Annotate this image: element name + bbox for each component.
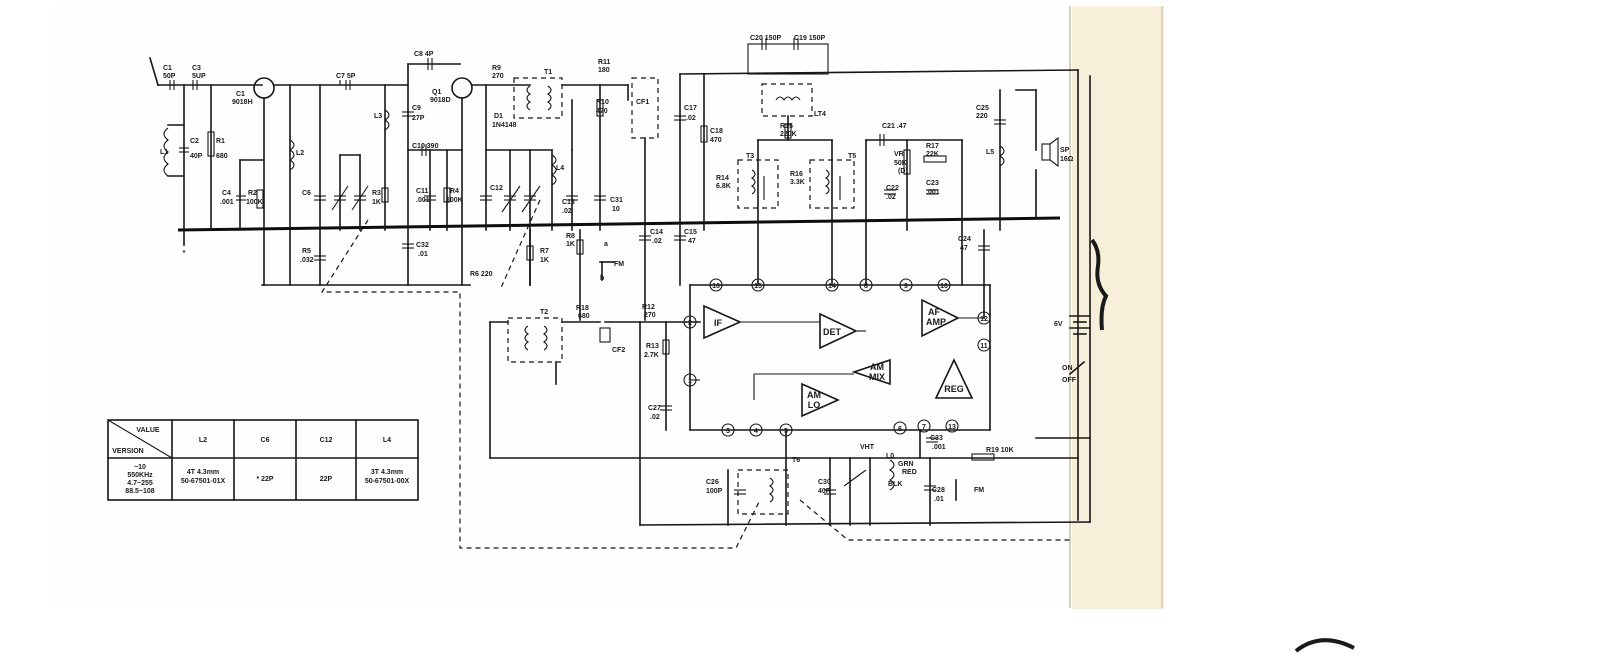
svg-text:C28: C28 [932, 487, 945, 494]
table-header-l2: L2 [198, 437, 208, 444]
svg-text:R5: R5 [302, 248, 311, 255]
svg-text:50K: 50K [894, 160, 907, 167]
ic-pin-1: 1 [688, 378, 692, 385]
ic-pin-15: 15 [754, 283, 762, 290]
svg-text:OFF: OFF [1062, 377, 1076, 384]
svg-text:CF2: CF2 [612, 347, 626, 354]
svg-text:L0: L0 [886, 453, 895, 460]
svg-text:3.3K: 3.3K [790, 179, 805, 186]
table-corner-value: VALUE [136, 427, 160, 434]
svg-text:C3: C3 [192, 65, 201, 72]
svg-text:180: 180 [598, 67, 610, 74]
svg-text:C19 150P: C19 150P [794, 35, 826, 42]
svg-text:680: 680 [216, 153, 228, 160]
paper-sheet [54, 6, 1162, 608]
svg-text:270: 270 [644, 312, 656, 319]
svg-text:.02: .02 [652, 238, 662, 245]
svg-text:.01: .01 [934, 496, 944, 503]
svg-text:D1: D1 [494, 113, 503, 120]
svg-text:C32: C32 [416, 242, 429, 249]
svg-text:VR: VR [894, 151, 904, 158]
svg-text:VHT: VHT [860, 444, 874, 451]
svg-text:R19 10K: R19 10K [986, 447, 1014, 454]
svg-text:10: 10 [612, 206, 620, 213]
svg-text:C13: C13 [562, 199, 575, 206]
table-header-c6: C6 [260, 437, 270, 444]
svg-text:b: b [600, 275, 605, 282]
svg-text:27P: 27P [412, 115, 425, 122]
svg-text:6.8K: 6.8K [716, 183, 731, 190]
svg-text:5UP: 5UP [192, 73, 206, 80]
svg-text:R2: R2 [248, 190, 257, 197]
af-label: AF [928, 307, 940, 317]
svg-text:.02: .02 [650, 414, 660, 421]
svg-text:220: 220 [976, 113, 988, 120]
amp-label: AMP [926, 317, 946, 327]
table-version-line-4: 88.5~108 [125, 488, 155, 495]
svg-text:T5: T5 [848, 153, 857, 160]
svg-text:T3: T3 [746, 153, 755, 160]
table-header-l4: L4 [382, 437, 392, 444]
ic-pin-16: 16 [712, 283, 720, 290]
svg-text:R7: R7 [540, 248, 549, 255]
svg-text:9018H: 9018H [232, 99, 253, 106]
table-cell-l4-value: 3T 4.3mm 50-67501-00X [364, 469, 410, 485]
svg-text:C21 .47: C21 .47 [882, 123, 907, 130]
svg-text:1K: 1K [540, 257, 549, 264]
svg-text:6V: 6V [1054, 321, 1063, 328]
svg-text:C25: C25 [976, 105, 989, 112]
svg-text:C4: C4 [222, 190, 231, 197]
svg-text:L5: L5 [986, 149, 995, 156]
svg-text:1N4148: 1N4148 [492, 122, 517, 129]
svg-text:C22: C22 [886, 185, 899, 192]
svg-text:L3: L3 [374, 113, 383, 120]
svg-text:C15: C15 [684, 229, 697, 236]
det-label: DET [823, 327, 841, 337]
reg-label: REG [944, 384, 964, 394]
svg-text:Q1: Q1 [432, 89, 442, 96]
svg-text:C26: C26 [706, 479, 719, 486]
svg-text:T6: T6 [792, 457, 801, 464]
svg-text:FM: FM [614, 261, 625, 268]
svg-text:220K: 220K [780, 131, 797, 138]
ic-pin-9: 9 [904, 283, 908, 290]
svg-text:C2: C2 [190, 138, 199, 145]
ic-pin-12: 12 [980, 316, 988, 323]
svg-text:T2: T2 [540, 309, 549, 316]
svg-text:100K: 100K [246, 199, 263, 206]
svg-text:40P: 40P [818, 488, 831, 495]
table-cell-c6-value: * 22P [256, 476, 274, 483]
svg-text:L2: L2 [296, 150, 305, 157]
svg-text:LT4: LT4 [814, 111, 826, 118]
svg-text:100P: 100P [706, 488, 723, 495]
svg-text:ON: ON [1062, 365, 1073, 372]
svg-text:C30: C30 [818, 479, 831, 486]
svg-text:22K: 22K [926, 151, 939, 158]
svg-text:R10: R10 [596, 99, 609, 106]
ic-pin-7: 7 [922, 424, 926, 431]
svg-text:.001: .001 [220, 199, 234, 206]
svg-text:R13: R13 [646, 343, 659, 350]
svg-text:RED: RED [902, 469, 917, 476]
ic-pin-6: 6 [898, 426, 902, 433]
svg-text:(D): (D) [898, 168, 908, 175]
svg-text:L1: L1 [160, 149, 169, 156]
svg-text:C14: C14 [650, 229, 663, 236]
svg-text:.001: .001 [932, 444, 946, 451]
svg-text:GRN: GRN [898, 461, 914, 468]
svg-text:C24: C24 [958, 236, 971, 243]
svg-text:C10 390: C10 390 [412, 143, 439, 150]
svg-text:C1: C1 [163, 65, 172, 72]
svg-text:a: a [604, 241, 608, 248]
svg-text:R12: R12 [642, 304, 655, 311]
svg-text:C20 150P: C20 150P [750, 35, 782, 42]
svg-text:C27: C27 [648, 405, 661, 412]
svg-text:R1: R1 [216, 138, 225, 145]
am-lo-label-1: AM [807, 390, 821, 400]
svg-text:.01: .01 [418, 251, 428, 258]
ic-pin-11: 11 [980, 343, 988, 350]
am-mix-label-2: MIX [868, 372, 886, 382]
svg-text:1K: 1K [372, 199, 381, 206]
svg-text:T1: T1 [544, 69, 553, 76]
ic-pin-3: 3 [726, 428, 730, 435]
svg-text:.02: .02 [686, 115, 696, 122]
svg-text:680: 680 [578, 313, 590, 320]
table-version-line-3: 4.7~255 [127, 480, 153, 487]
svg-text:SP: SP [1060, 147, 1070, 154]
svg-text:R11: R11 [598, 59, 611, 66]
svg-text:C23: C23 [926, 180, 939, 187]
table-cell-c12-value: 22P [319, 476, 333, 483]
svg-text:R17: R17 [926, 143, 939, 150]
svg-text:.001: .001 [416, 197, 430, 204]
svg-text:R4: R4 [450, 188, 459, 195]
svg-text:100K: 100K [446, 197, 463, 204]
svg-text:C12: C12 [490, 185, 503, 192]
svg-text:C18: C18 [710, 128, 723, 135]
svg-text:40P: 40P [190, 153, 203, 160]
svg-text:C33: C33 [930, 435, 943, 442]
svg-text:R8: R8 [566, 233, 575, 240]
table-cell-l2-value: 4T 4.3mm 50-67501-01X [180, 469, 226, 485]
ic-pin-10: 10 [940, 283, 948, 290]
table-version-line-1: ~10 [134, 464, 146, 471]
svg-text:C31: C31 [610, 197, 623, 204]
svg-text:.032: .032 [300, 257, 314, 264]
svg-text:C9: C9 [412, 105, 421, 112]
svg-text:270: 270 [492, 73, 504, 80]
ic-pin-14: 14 [828, 283, 836, 290]
svg-text:C1: C1 [236, 91, 245, 98]
svg-text:C7 5P: C7 5P [336, 73, 356, 80]
ic-pin-8: 8 [864, 283, 868, 290]
svg-text:R6 220: R6 220 [470, 271, 493, 278]
svg-text:C11: C11 [416, 188, 429, 195]
svg-text:47: 47 [960, 245, 968, 252]
svg-text:C17: C17 [684, 105, 697, 112]
svg-text:R16: R16 [790, 171, 803, 178]
svg-text:R14: R14 [716, 175, 729, 182]
svg-text:R18: R18 [576, 305, 589, 312]
if-label: IF [714, 318, 722, 328]
svg-text:CF1: CF1 [636, 99, 650, 106]
svg-text:2.7K: 2.7K [644, 352, 659, 359]
svg-text:16Ω: 16Ω [1060, 156, 1074, 163]
folded-flap [1072, 6, 1164, 609]
svg-text:C6: C6 [302, 190, 311, 197]
ic-pin-5: 5 [784, 428, 788, 435]
svg-text:R3: R3 [372, 190, 381, 197]
svg-text:.001: .001 [926, 189, 940, 196]
svg-text:R15: R15 [780, 123, 793, 130]
svg-text:.02: .02 [562, 208, 572, 215]
svg-text:L4: L4 [556, 165, 565, 172]
ic-pin-2: 2 [688, 320, 692, 327]
ic-pin-4: 4 [754, 428, 758, 435]
table-header-c12: C12 [319, 437, 333, 444]
svg-text:50P: 50P [163, 73, 176, 80]
svg-text:47: 47 [688, 238, 696, 245]
table-corner-version: VERSION [112, 448, 144, 455]
table-version-line-2: 550KHz [127, 472, 153, 479]
svg-text:FM: FM [974, 487, 985, 494]
svg-text:C8 4P: C8 4P [414, 51, 434, 58]
svg-text:9018D: 9018D [430, 97, 451, 104]
svg-text:470: 470 [710, 137, 722, 144]
svg-text:BLK: BLK [888, 481, 903, 488]
svg-text:.02: .02 [886, 194, 896, 201]
svg-text:1K: 1K [566, 241, 575, 248]
am-lo-label-2: LO [807, 400, 821, 410]
svg-text:470: 470 [596, 108, 608, 115]
am-mix-label-1: AM [870, 362, 884, 372]
ic-pin-13: 13 [948, 424, 956, 431]
svg-text:*: * [182, 250, 186, 257]
svg-text:R9: R9 [492, 65, 501, 72]
